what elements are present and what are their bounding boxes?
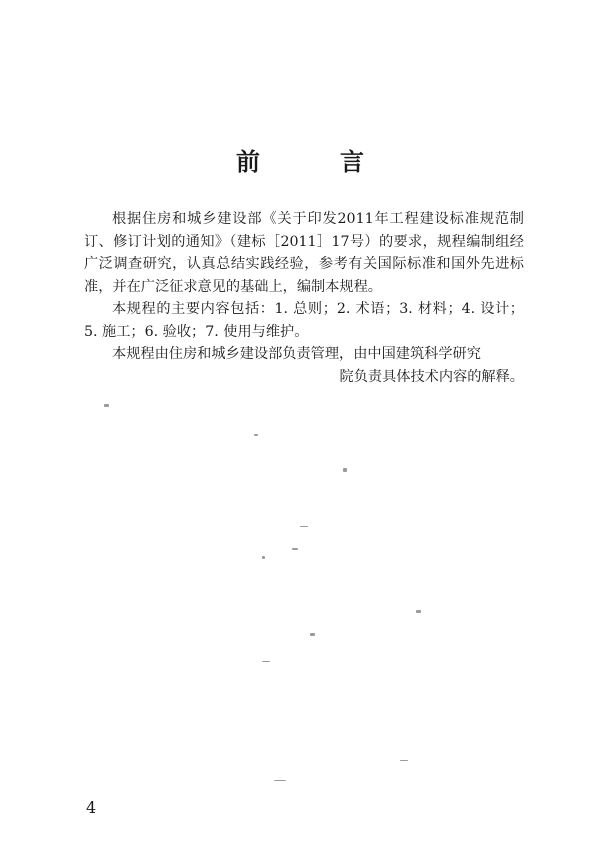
scan-speck bbox=[343, 468, 347, 472]
scan-speck bbox=[416, 610, 421, 613]
paragraph-contents: 本规程的主要内容包括：1. 总则；2. 术语；3. 材料；4. 设计；5. 施工；6. 验收；7. 使用与维护。 bbox=[84, 301, 524, 340]
page-number: 4 bbox=[86, 798, 97, 817]
paragraph-management-tail: 院负责具体技术内容的解释。 bbox=[339, 368, 524, 385]
scan-speck bbox=[292, 548, 298, 550]
scan-speck bbox=[262, 556, 265, 559]
scan-speck bbox=[262, 661, 270, 662]
scan-speck bbox=[400, 760, 408, 761]
scan-speck bbox=[274, 780, 286, 781]
paragraph-basis: 根据住房和城乡建设部《关于印发2011年工程建设标准规范制订、修订计划的通知》（建标［2011］17号）的要求，规程编制组经广泛调查研究，认真总结实践经验，参考有关国际标准和国外先进标准，并在广泛征求意见的基础上，编制本规程。 bbox=[84, 211, 524, 295]
scan-speck bbox=[254, 434, 258, 436]
scan-speck bbox=[104, 404, 109, 407]
page-title: 前 言 bbox=[236, 147, 392, 176]
scan-speck bbox=[300, 526, 308, 527]
paragraph-management-head: 本规程由住房和城乡建设部负责管理，由中国建筑科学研究 bbox=[112, 346, 481, 362]
scan-speck bbox=[310, 633, 315, 636]
paragraph-management bbox=[84, 343, 524, 388]
